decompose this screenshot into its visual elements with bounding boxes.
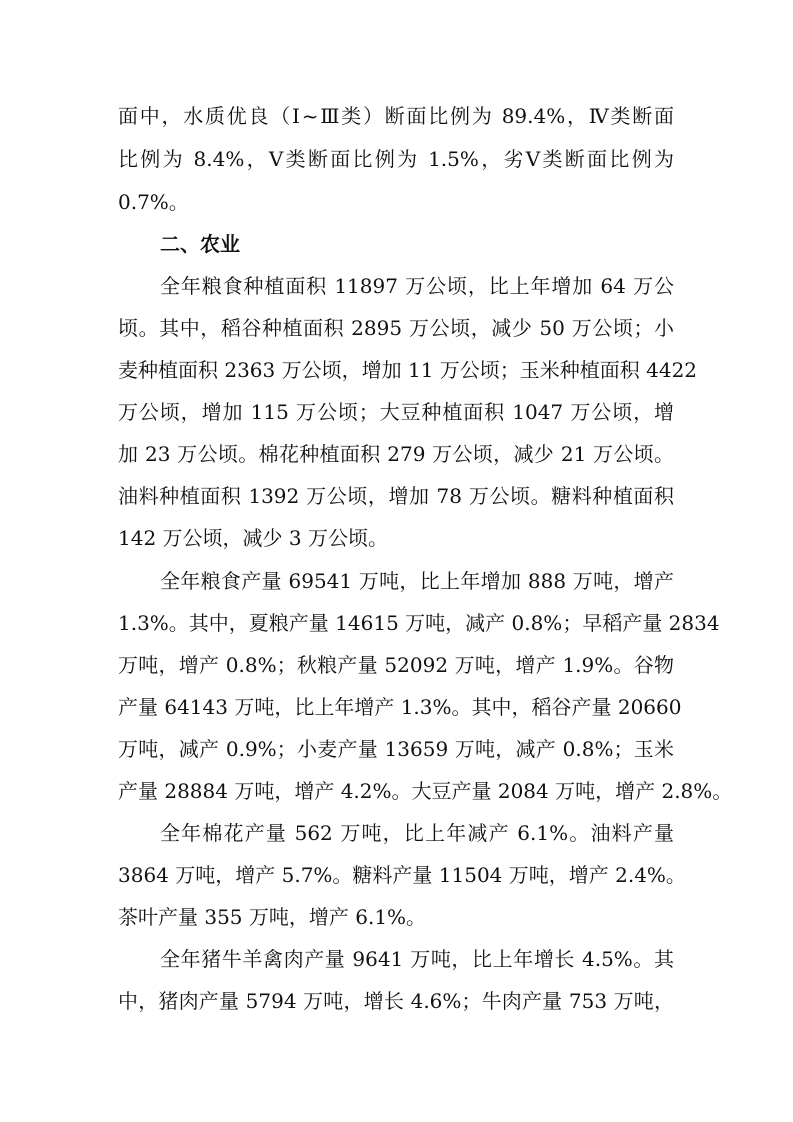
text-line: 麦种植面积 2363 万公顷，增加 11 万公顷；玉米种植面积 4422	[118, 358, 698, 382]
text-line: 加 23 万公顷。棉花种植面积 279 万公顷，减少 21 万公顷。	[118, 442, 674, 466]
text-line: 1.3%。其中，夏粮产量 14615 万吨，减产 0.8%；早稻产量 2834	[118, 611, 720, 635]
text-line: 142 万公顷，减少 3 万公顷。	[118, 526, 388, 550]
section-heading: 二、农业	[160, 232, 240, 256]
text-line: 茶叶产量 355 万吨，增产 6.1%。	[118, 905, 427, 929]
text-line: 面中，水质优良（Ⅰ~Ⅲ类）断面比例为 89.4%，Ⅳ类断面	[118, 104, 674, 128]
text-line: 0.7%。	[118, 190, 189, 214]
text-line: 万公顷，增加 115 万公顷；大豆种植面积 1047 万公顷，增	[118, 400, 674, 424]
text-line: 全年猪牛羊禽肉产量 9641 万吨，比上年增长 4.5%。其	[160, 947, 674, 971]
text-line: 全年粮食产量 69541 万吨，比上年增加 888 万吨，增产	[160, 569, 674, 593]
text-line: 3864 万吨，增产 5.7%。糖料产量 11504 万吨，增产 2.4%。	[118, 863, 686, 887]
text-line: 产量 28884 万吨，增产 4.2%。大豆产量 2084 万吨，增产 2.8%。	[118, 779, 733, 803]
text-line: 顷。其中，稻谷种植面积 2895 万公顷，减少 50 万公顷；小	[118, 316, 674, 340]
text-line: 万吨，减产 0.9%；小麦产量 13659 万吨，减产 0.8%；玉米	[118, 737, 674, 761]
text-line: 中，猪肉产量 5794 万吨，增长 4.6%；牛肉产量 753 万吨，	[118, 989, 674, 1013]
text-line: 产量 64143 万吨，比上年增产 1.3%。其中，稻谷产量 20660	[118, 695, 682, 719]
text-line: 油料种植面积 1392 万公顷，增加 78 万公顷。糖料种植面积	[118, 484, 674, 508]
text-line: 全年棉花产量 562 万吨，比上年减产 6.1%。油料产量	[160, 821, 674, 845]
text-line: 比例为 8.4%，Ⅴ类断面比例为 1.5%，劣Ⅴ类断面比例为	[118, 147, 674, 171]
text-line: 全年粮食种植面积 11897 万公顷，比上年增加 64 万公	[160, 274, 674, 298]
text-line: 万吨，增产 0.8%；秋粮产量 52092 万吨，增产 1.9%。谷物	[118, 653, 674, 677]
